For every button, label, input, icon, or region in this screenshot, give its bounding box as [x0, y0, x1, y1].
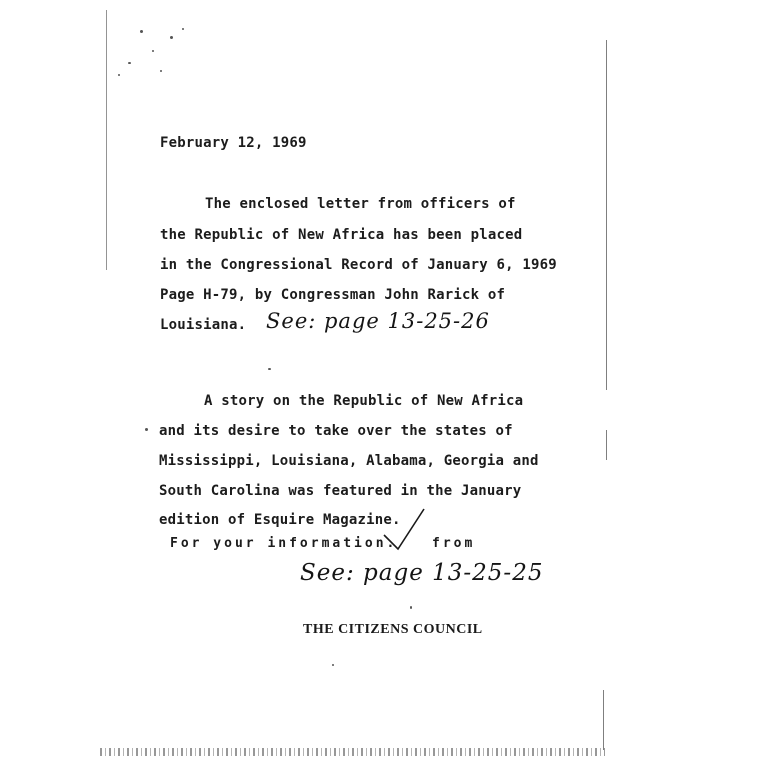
paragraph1-line: The enclosed letter from officers of [205, 196, 516, 212]
check-mark-icon [380, 505, 430, 555]
left-scan-edge [106, 10, 107, 270]
right-scan-edge [603, 690, 604, 750]
signature: THE CITIZENS COUNCIL [303, 622, 483, 637]
handwritten-note: See: page 13-25-25 [300, 560, 544, 586]
scan-speck [410, 606, 412, 609]
paragraph2-line: and its desire to take over the states of [159, 423, 513, 439]
paragraph2-line: edition of Esquire Magazine. [159, 512, 401, 528]
handwritten-note: See: page 13-25-26 [266, 309, 490, 333]
bottom-scan-noise [100, 748, 605, 756]
paragraph2-line: A story on the Republic of New Africa [204, 393, 524, 409]
scan-speck [268, 368, 271, 370]
memo-date: February 12, 1969 [160, 135, 307, 151]
for-info-line: For your information. [170, 536, 398, 551]
paragraph1-line: Louisiana. [160, 317, 247, 333]
right-scan-edge [606, 40, 607, 390]
paragraph1-line: in the Congressional Record of January 6, 1969 [160, 257, 557, 273]
paragraph2-line: Mississippi, Louisiana, Alabama, Georgia and [159, 453, 539, 469]
scan-speck [332, 664, 334, 666]
paragraph2-line: South Carolina was featured in the January [159, 483, 522, 499]
right-scan-edge [606, 430, 607, 460]
scan-speck [160, 70, 162, 72]
scan-speck [145, 428, 148, 431]
paragraph1-line: Page H-79, by Congressman John Rarick of [160, 287, 506, 303]
scan-speck [128, 62, 131, 64]
from-word: from [432, 536, 476, 551]
scan-speck [140, 30, 143, 33]
paragraph1-line: the Republic of New Africa has been placed [160, 227, 523, 243]
scan-speck [170, 36, 173, 39]
scan-speck [182, 28, 184, 30]
scan-speck [118, 74, 120, 76]
scan-speck [152, 50, 154, 52]
